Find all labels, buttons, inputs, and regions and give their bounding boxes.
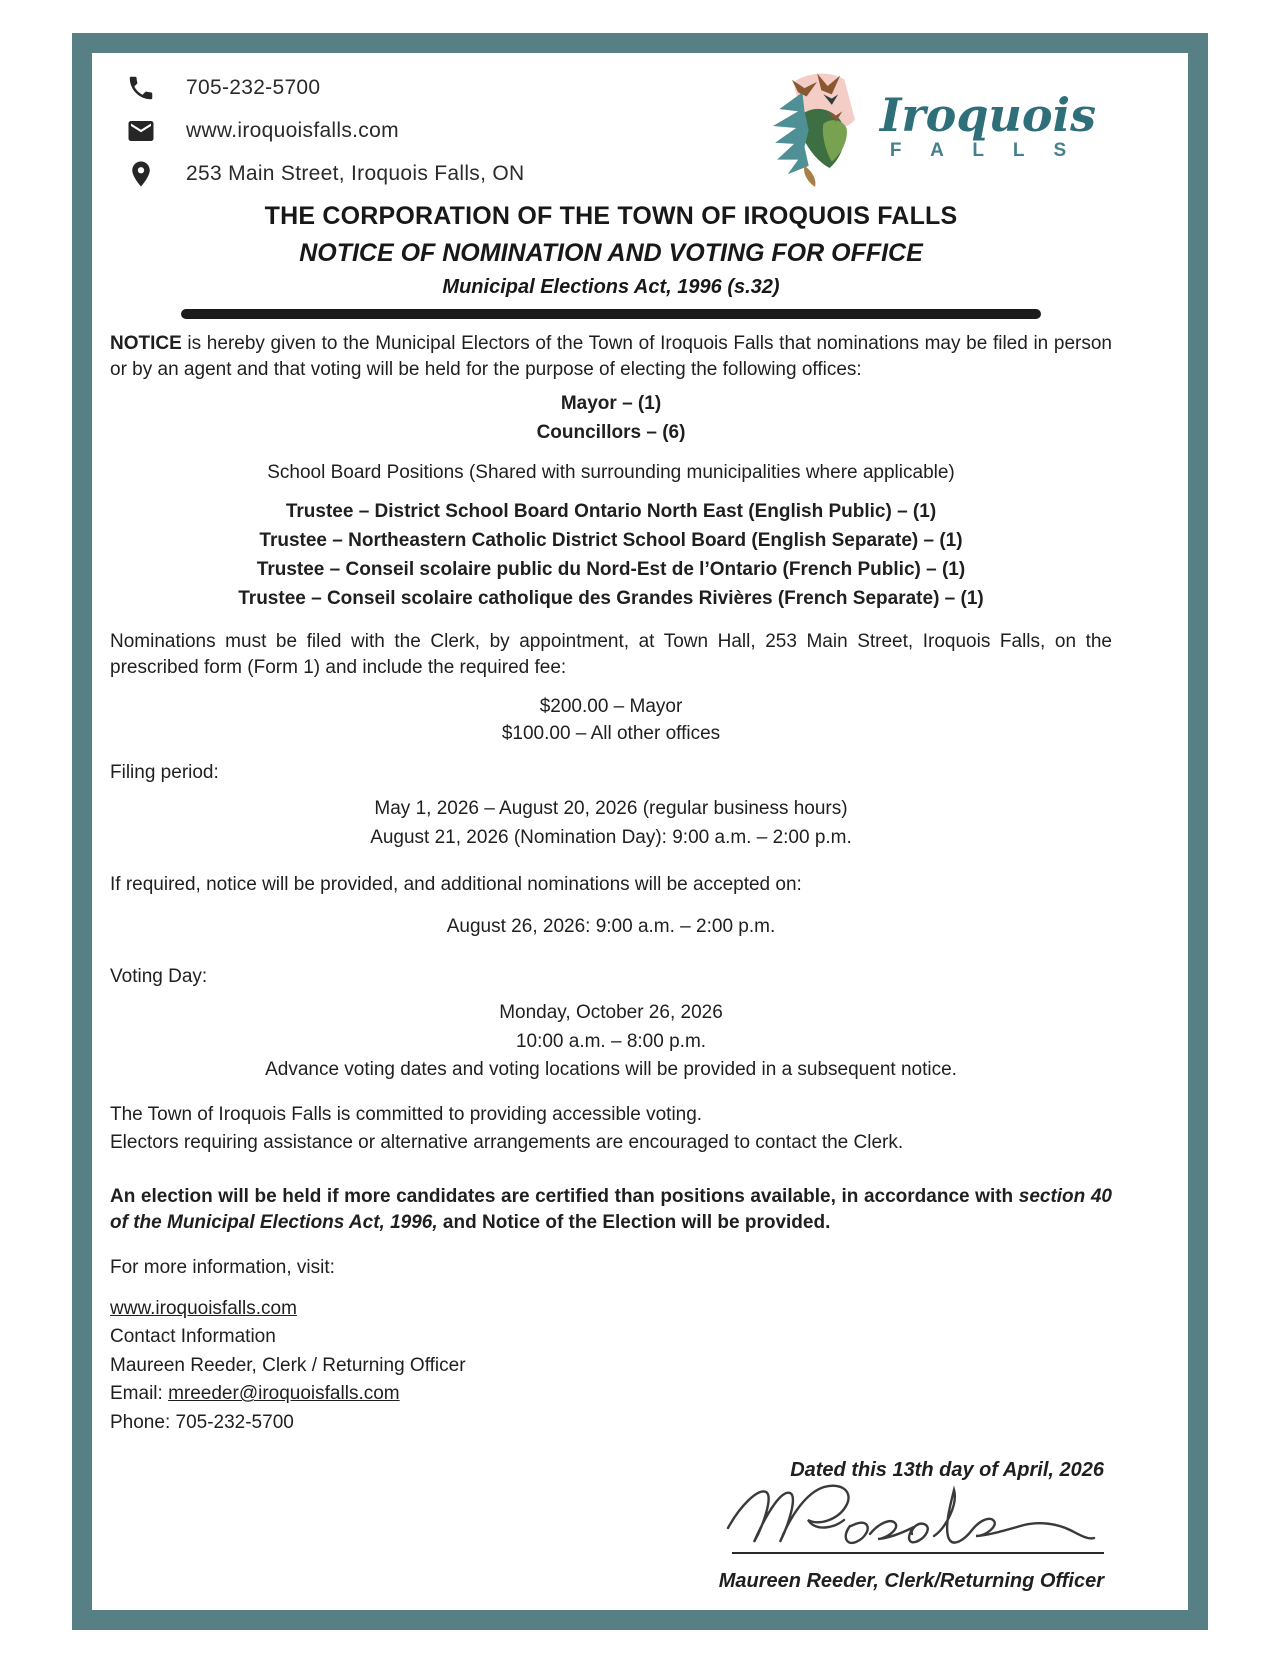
- advance-voting-note: Advance voting dates and voting locations will be provided in a subsequent notice.: [265, 1059, 957, 1081]
- trustees-list: [110, 498, 1112, 614]
- election-held-paragraph: [110, 1184, 1112, 1235]
- email-link[interactable]: mreeder@iroquoisfalls.com: [168, 1383, 400, 1405]
- signature-area: [110, 1457, 1112, 1595]
- title-notice: NOTICE OF NOMINATION AND VOTING FOR OFFICE: [299, 239, 923, 267]
- town-logo: [760, 63, 1096, 189]
- street-address: 253 Main Street, Iroquois Falls, ON: [186, 162, 525, 185]
- logo-emblem-icon: [760, 65, 870, 189]
- filing-period-dates: [110, 795, 1112, 852]
- fee-other: $100.00 – All other offices: [501, 723, 721, 745]
- voting-day-details: [110, 999, 1112, 1085]
- website-line: [110, 116, 524, 146]
- email-label: Email:: [110, 1383, 169, 1405]
- title-corporation: THE CORPORATION OF THE TOWN OF IROQUOIS FALLS: [264, 202, 958, 230]
- trustee-item: Trustee – Conseil scolaire catholique des Grandes Rivières (French Separate) – (1): [238, 587, 984, 609]
- logo-wordmark: [879, 88, 1096, 162]
- accessibility-paragraph: [110, 1101, 1112, 1158]
- office-councillors: Councillors – (6): [536, 421, 686, 443]
- intro-paragraph: [110, 331, 1112, 382]
- filing-period-range: May 1, 2026 – August 20, 2026 (regular business hours): [374, 798, 848, 820]
- clerk-signature: [714, 1470, 1104, 1554]
- contact-info-block: [110, 1295, 1112, 1438]
- election-act-reference: section 40 of the Municipal Elections Act, 1996,: [110, 1185, 1112, 1233]
- more-info-label: For more information, visit:: [110, 1257, 335, 1279]
- trustee-item: Trustee – Northeastern Catholic District School Board (English Separate) – (1): [259, 529, 963, 551]
- logo-word-iroquois: Iroquois: [879, 88, 1096, 142]
- clerk-name-line: Maureen Reeder, Clerk / Returning Officer: [110, 1354, 466, 1376]
- email-line: [110, 1380, 1112, 1409]
- fees-list: [110, 693, 1112, 748]
- election-text: and Notice of the Election will be provided.: [437, 1211, 831, 1233]
- offices-list: [110, 390, 1112, 447]
- document-body: [110, 331, 1112, 1595]
- accessibility-line: The Town of Iroquois Falls is committed to providing accessible voting.: [110, 1103, 703, 1125]
- trustee-item: Trustee – Conseil scolaire public du Nord-Est de l’Ontario (French Public) – (1): [256, 558, 966, 580]
- location-pin-icon: [126, 159, 158, 189]
- envelope-icon: [126, 116, 158, 146]
- nomination-filing-paragraph: Nominations must be filed with the Clerk, by appointment, at Town Hall, 253 Main Street, Iroquois Falls, on the prescribed form (Form 1) and include the required fee:: [110, 631, 1112, 679]
- office-mayor: Mayor – (1): [560, 393, 662, 415]
- dated-line: Dated this 13th day of April, 2026: [790, 1459, 1104, 1482]
- logo-word-falls: F A L L S: [889, 140, 1079, 161]
- contact-info-heading: Contact Information: [110, 1326, 276, 1348]
- phone-footer-line: Phone: 705-232-5700: [110, 1411, 294, 1433]
- website-link[interactable]: www.iroquoisfalls.com: [110, 1297, 297, 1319]
- phone-number: 705-232-5700: [186, 76, 321, 99]
- document-header: [110, 63, 1112, 202]
- voting-day-label: Voting Day:: [110, 965, 208, 987]
- notice-word: NOTICE: [110, 333, 182, 354]
- title-block: [110, 202, 1112, 319]
- voting-hours: 10:00 a.m. – 8:00 p.m.: [515, 1030, 707, 1052]
- nomination-day: August 21, 2026 (Nomination Day): 9:00 a.m. – 2:00 p.m.: [370, 826, 852, 848]
- trustee-item: Trustee – District School Board Ontario North East (English Public) – (1): [285, 500, 937, 522]
- signature-line: [732, 1552, 1104, 1554]
- title-act: Municipal Elections Act, 1996 (s.32): [442, 276, 780, 298]
- website-url: www.iroquoisfalls.com: [186, 119, 399, 142]
- signature-name-line: Maureen Reeder, Clerk/Returning Officer: [718, 1569, 1104, 1592]
- voting-date: Monday, October 26, 2026: [499, 1002, 723, 1024]
- additional-nominations-note: If required, notice will be provided, and additional nominations will be accepted on:: [110, 874, 802, 896]
- phone-icon: [126, 73, 158, 103]
- contact-block: [110, 63, 524, 202]
- intro-text: is hereby given to the Municipal Electors of the Town of Iroquois Falls that nominations may be filed in person or by an agent and that voting will be held for the purpose of electing the following offices:: [110, 333, 1112, 380]
- phone-line: [110, 73, 524, 103]
- signature-icon: [714, 1470, 1104, 1558]
- school-board-note: School Board Positions (Shared with surrounding municipalities where applicable): [267, 462, 955, 484]
- notice-document: [72, 33, 1208, 1630]
- title-divider-rule: [181, 309, 1041, 319]
- accessibility-line: Electors requiring assistance or alternative arrangements are encouraged to contact the Clerk.: [110, 1132, 904, 1154]
- fee-mayor: $200.00 – Mayor: [539, 695, 683, 717]
- address-line: [110, 159, 524, 189]
- additional-nomination-date: August 26, 2026: 9:00 a.m. – 2:00 p.m.: [446, 916, 776, 938]
- election-text: An election will be held if more candidates are certified than positions available, in accordance with: [110, 1185, 1019, 1207]
- filing-period-label: Filing period:: [110, 761, 219, 783]
